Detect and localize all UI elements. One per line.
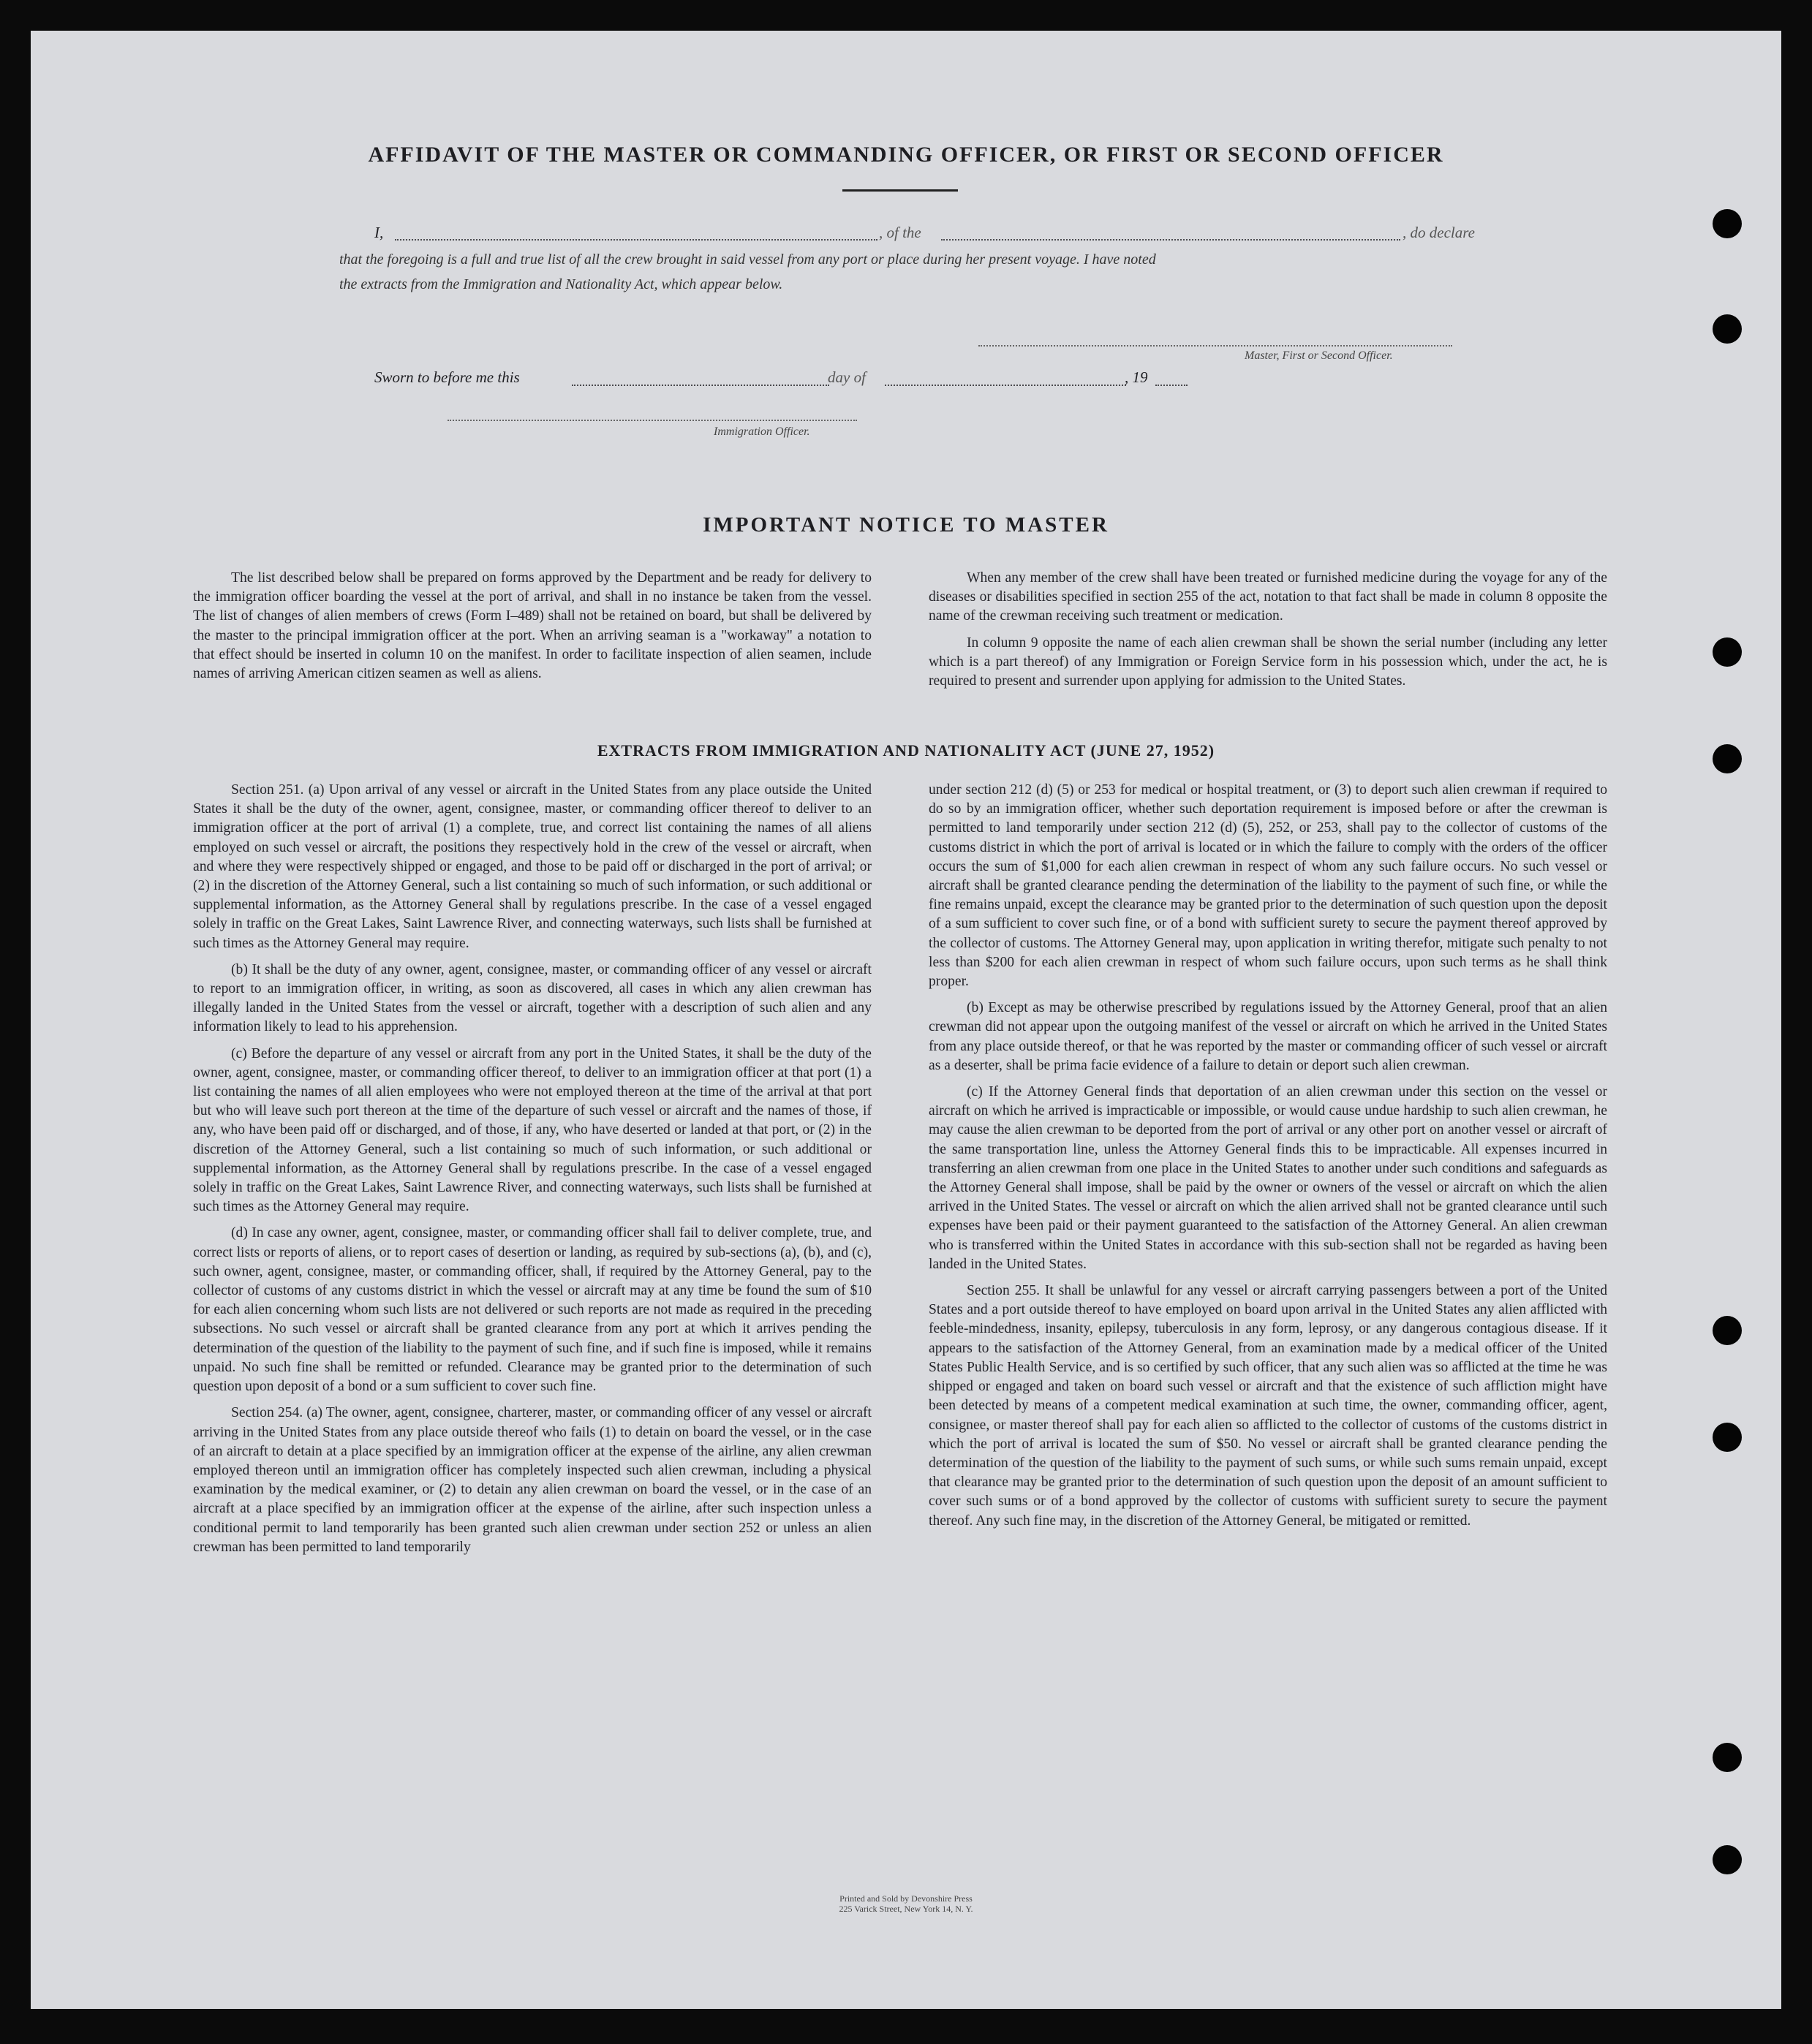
- sworn-day-field[interactable]: [572, 385, 829, 386]
- day-of-label: day of: [828, 368, 866, 386]
- form-page: [31, 31, 1781, 2009]
- vessel-name-field[interactable]: [941, 239, 1400, 241]
- printer-imprint: [31, 1893, 1781, 1914]
- officer-signature-label: Immigration Officer.: [714, 425, 810, 438]
- notice-title: IMPORTANT NOTICE TO MASTER: [703, 513, 1109, 537]
- binder-hole: [1713, 1316, 1742, 1345]
- extract-paragraph: (b) Except as may be otherwise prescribed by regulations issued by the Attorney General, proof that an alien crewman did not appear upon the outgoing manifest of the vessel or aircraft on which he arrived in the United States from any place outside thereof, or that he was reported by the master or commanding officer of such vessel or aircraft as a deserter, shall be prima facie evidence of a failure to detain or deport such alien crewman.: [929, 1000, 1607, 1073]
- extracts-right-column: [929, 781, 1607, 1538]
- notice-paragraph: The list described below shall be prepared on forms approved by the Department and be ready for delivery to the immigration officer boarding the vessel at the port of arrival, and shall in no instance be taken from the vessel. The list of changes of alien members of crews (Form I–489) shall not be retained on board, but shall be delivered by the master to the principal immigration officer at the port. When an arriving seaman is a "workaway" a notation to that effect should be inserted in column 10 on the manifest. In order to facilitate inspection of alien seamen, include names of arriving American citizen seamen as well as aliens.: [193, 570, 872, 682]
- affidavit-title: AFFIDAVIT OF THE MASTER OR COMMANDING OFFICER, OR FIRST OR SECOND OFFICER: [368, 143, 1444, 167]
- extract-paragraph: Section 255. It shall be unlawful for any vessel or aircraft carrying passengers between a port of the United States and a port outside thereof to have employed on board upon arrival in the United States any alien afflicted with feeble-mindedness, insanity, epilepsy, tuberculosis in any form, leprosy, or any dangerous contagious disease. If it appears to the satisfaction of the Attorney General, from an examination made by a medical officer of the United States Public Health Service, and is so certified by such officer, that any such alien was so afflicted at the time he was shipped or engaged and taken on board such vessel or aircraft and that the existence of such affliction might have been detected by means of a competent medical examination at such time, the owner, commanding officer, agent, consignee, or master thereof shall pay for each alien so afflicted to the collector of customs of the customs district in which the port of arrival is located the sum of $50. No vessel or aircraft shall be granted clearance pending the determination of the question of the liability to the payment of such sums, or while such sums remain unpaid, except that clearance may be granted prior to the determination of such question upon the deposit of an amount sufficient to cover such sums or of a bond approved by the collector of customs with sufficient surety to secure the payment thereof. Any such fine may, in the discretion of the Attorney General, be mitigated or remitted.: [929, 1283, 1607, 1529]
- extract-paragraph: (c) If the Attorney General finds that deportation of an alien crewman under this section on the vessel or aircraft on which he arrived is impracticable or impossible, or would cause undue hardship to such alien crewman, he may cause the alien crewman to be deported from the port of arrival or any other port on another vessel or aircraft of the same transportation line, unless the Attorney General finds this to be impracticable. All expenses incurred in transferring an alien crewman from one place in the United States to another under such conditions and safeguards as the Attorney General shall impose, shall be paid by the owner or owners of the vessel or aircraft on which the alien arrived in the United States. The vessel or aircraft on which the alien arrived shall not be granted clearance until such expenses have been paid or their payment guaranteed to the satisfaction of the Attorney General. An alien crewman who is transferred within the United States in accordance with this sub-section shall not be regarded as having been landed in the United States.: [929, 1084, 1607, 1272]
- extract-paragraph: Section 254. (a) The owner, agent, consignee, charterer, master, or commanding officer of any vessel or aircraft arriving in the United States from any place outside thereof who fails (1) to detain on board the vessel, or in the case of an aircraft to detain at a place specified by an immigration officer at the expense of the airline, any alien crewman employed thereon until an immigration officer has completely inspected such alien crewman, including a physical examination by the medical examiner, or (2) to detain any alien crewman on board the vessel, or in the case of an aircraft at a place specified by an immigration officer at the expense of the airline, after such inspection unless a conditional permit to land temporarily has been granted such alien crewman under section 252 or unless an alien crewman has been permitted to land temporarily: [193, 1405, 872, 1555]
- extract-paragraph: (b) It shall be the duty of any owner, agent, consignee, master, or commanding officer of any vessel or aircraft to report to an immigration officer, in writing, as soon as discovered, all cases in which any alien crewman has illegally landed in the United States from the vessel or aircraft, together with a description of such alien and any information likely to lead to his apprehension.: [193, 961, 872, 1035]
- notice-paragraph: When any member of the crew shall have been treated or furnished medicine during the voyage for any of the diseases or disabilities specified in section 255 of the act, notation to that fact shall be made in column 8 opposite the name of the crewman receiving such treatment or medication.: [929, 570, 1607, 624]
- officer-signature-line[interactable]: [448, 420, 857, 421]
- printer-address: 225 Varick Street, New York 14, N. Y.: [839, 1904, 973, 1914]
- sworn-label: Sworn to before me this: [374, 368, 520, 386]
- binder-hole: [1713, 1743, 1742, 1772]
- do-declare-label: , do declare: [1403, 224, 1475, 241]
- extracts-left-column: [193, 781, 872, 1564]
- title-rule: [842, 189, 958, 192]
- printer-name: Printed and Sold by Devonshire Press: [839, 1893, 973, 1904]
- affidavit-statement-line2: the extracts from the Immigration and Nationality Act, which appear below.: [339, 276, 783, 292]
- master-signature-label: Master, First or Second Officer.: [1245, 349, 1393, 362]
- extract-paragraph: under section 212 (d) (5) or 253 for medical or hospital treatment, or (3) to deport such alien crewman if required to do so by an immigration officer, whether such deportation requirement is imposed before or after the crewman is permitted to land temporarily under section 212 (d) (5), 252, or 253, shall pay to the collector of customs of the customs district in which the port of arrival is located or in which the failure to comply with the orders of the officer occurs the sum of $1,000 for each alien crewman in respect of whom any such failure occurs. No such vessel or aircraft shall be granted clearance pending the determination of the liability to the payment of such fine, or while the fine remains unpaid, except the clearance may be granted prior to the determination of such question upon the deposit of a sum sufficient to cover such fine, or of a bond with sufficient surety to secure the payment thereof approved by the collector of customs. The Attorney General may, upon application in writing therefor, mitigate such penalty to not less than $200 for each alien crewman in respect of whom such failure occurs, upon such terms as he shall think proper.: [929, 782, 1607, 990]
- extract-paragraph: Section 251. (a) Upon arrival of any vessel or aircraft in the United States from any place outside the United States it shall be the duty of the owner, agent, consignee, master, or commanding officer thereof to deliver to an immigration officer at the port of arrival (1) a complete, true, and correct list containing the names of all aliens employed on such vessel or aircraft, the positions they respectively hold in the crew of the vessel or aircraft, when and where they were respectively shipped or engaged, and those to be paid off or discharged in the port of arrival; or (2) in the discretion of the Attorney General, such a list containing so much of such information, or such additional or supplemental information, as the Attorney General shall by regulations prescribe. In the case of a vessel engaged solely in traffic on the Great Lakes, Saint Lawrence River, and connecting waterways, such lists shall be furnished at such times as the Attorney General may require.: [193, 782, 872, 951]
- extract-paragraph: (d) In case any owner, agent, consignee, master, or commanding officer shall fail to deliver complete, true, and correct lists or reports of aliens, or to report cases of desertion or landing, as required by sub-sections (a), (b), and (c), such owner, agent, consignee, master, or commanding officer, shall, if required by the Attorney General, pay to the collector of customs of any customs district in which the vessel or aircraft may at any time be found the sum of $10 for each alien concerning whom such lists are not delivered or such reports are not made as required in the preceding subsections. No such vessel or aircraft shall be granted clearance from any port at which it arrives pending the determination of the question of the liability to the payment of such fine, and if such fine is imposed, while it remains unpaid. No such fine shall be remitted or refunded. Clearance may be granted prior to the determination of such question upon deposit of a bond or a sum sufficient to cover such fine.: [193, 1225, 872, 1395]
- binder-hole: [1713, 209, 1742, 238]
- affidavit-statement-line1: that the foregoing is a full and true list of all the crew brought in said vessel from any port or place during her present voyage. I have noted: [339, 251, 1156, 268]
- binder-hole: [1713, 1423, 1742, 1452]
- extract-paragraph: (c) Before the departure of any vessel or aircraft from any port in the United States, it shall be the duty of the owner, agent, consignee, master, or commanding officer thereof, to deliver to an immigration officer at that port (1) a list containing the names of all alien employees who were not employed thereon at the time of the arrival at that port but who will leave such port thereon at the time of the departure of such vessel or aircraft and the names of those, if any, who have been paid off or discharged, and of those, if any, who have deserted or landed at that port, or (2) in the discretion of the Attorney General, such a list containing so much of such information, or such additional or supplemental information, as the Attorney General shall by regulations prescribe. In the case of a vessel engaged solely in traffic on the Great Lakes, Saint Lawrence River, and connecting waterways, such lists shall be furnished at such times as the Attorney General may require.: [193, 1045, 872, 1215]
- notice-paragraph: In column 9 opposite the name of each alien crewman shall be shown the serial number (including any letter which is a part thereof) of any Immigration or Foreign Service form in his possession which, under the act, he is required to present and surrender upon applying for admission to the United States.: [929, 635, 1607, 689]
- master-signature-line[interactable]: [978, 345, 1452, 347]
- notice-right-column: [929, 569, 1607, 698]
- binder-hole: [1713, 637, 1742, 667]
- year-label: , 19: [1125, 368, 1148, 386]
- sworn-month-field[interactable]: [885, 385, 1126, 386]
- extracts-title: EXTRACTS FROM IMMIGRATION AND NATIONALITY ACT (JUNE 27, 1952): [597, 741, 1215, 760]
- affiant-label: I,: [374, 224, 384, 241]
- binder-hole: [1713, 314, 1742, 344]
- affiant-name-field[interactable]: [395, 239, 877, 241]
- sworn-year-field[interactable]: [1155, 385, 1188, 386]
- notice-left-column: [193, 569, 872, 691]
- of-the-label: , of the: [879, 224, 921, 241]
- binder-hole: [1713, 1845, 1742, 1874]
